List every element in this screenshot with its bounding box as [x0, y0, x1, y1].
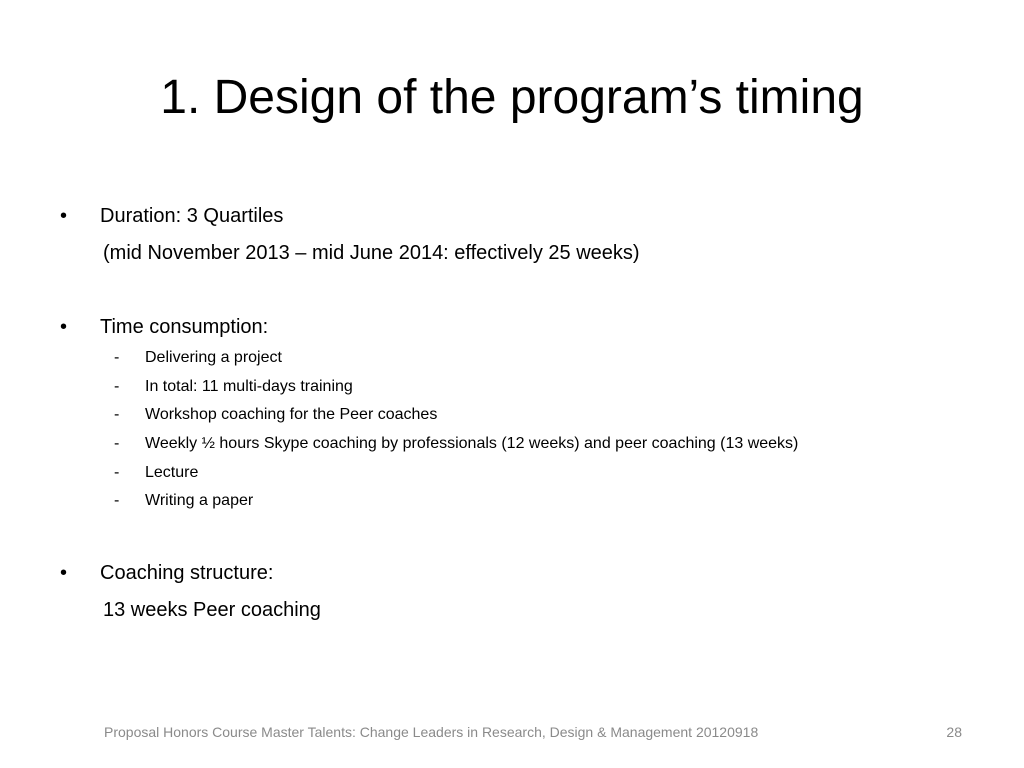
dash-icon: - — [114, 492, 120, 509]
footer-text: Proposal Honors Course Master Talents: Change Leaders in Research, Design & Management 20120918 — [104, 724, 759, 740]
sub-item-text: Weekly ½ hours Skype coaching by professionals (12 weeks) and peer coaching (13 weeks) — [145, 435, 799, 452]
dash-icon: - — [114, 464, 120, 481]
sub-item-text: Delivering a project — [145, 349, 282, 366]
dash-icon: - — [114, 435, 120, 452]
slide-number: 28 — [946, 724, 962, 740]
sub-item-text: Lecture — [145, 464, 199, 481]
bullet-icon: • — [60, 205, 68, 227]
bullet-duration-label: Duration: 3 Quartiles — [100, 205, 284, 227]
dash-icon: - — [114, 349, 120, 366]
bullet-icon: • — [60, 316, 68, 338]
dash-icon: - — [114, 406, 120, 423]
sub-item-text: Workshop coaching for the Peer coaches — [145, 406, 438, 423]
coaching-continuation-text: 13 weeks Peer coaching — [103, 599, 321, 621]
duration-continuation-text: (mid November 2013 – mid June 2014: effectively 25 weeks) — [103, 242, 640, 264]
bullet-coaching-structure-label: Coaching structure: — [100, 562, 274, 584]
bullet-icon: • — [60, 562, 68, 584]
sub-item-text: Writing a paper — [145, 492, 254, 509]
slide-title: 1. Design of the program’s timing — [160, 71, 864, 124]
sub-item-text: In total: 11 multi-days training — [145, 378, 353, 395]
dash-icon: - — [114, 378, 120, 395]
bullet-time-consumption-label: Time consumption: — [100, 316, 269, 338]
